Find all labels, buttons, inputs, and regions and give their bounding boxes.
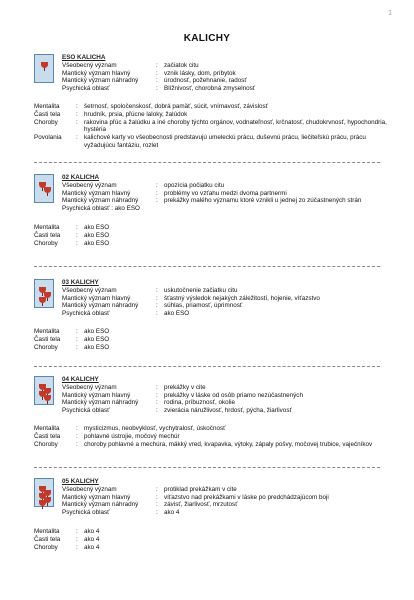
separator-colon: : (76, 335, 78, 343)
meaning-value: súhlas, priamosť, úprimnosť (164, 302, 243, 310)
card-heading: 04 KALICHY (62, 376, 99, 383)
meaning-value: vznik lásky, dom, príbytok (164, 69, 236, 77)
attribute-row (34, 425, 394, 433)
attribute-row (34, 103, 394, 111)
card-heading: 02 KALICHA (62, 174, 100, 181)
attribute-value: ako 4 (84, 543, 100, 551)
meaning-row (62, 494, 392, 502)
separator-colon: : (156, 189, 158, 197)
attribute-label: Povolania (34, 134, 62, 142)
attribute-row (34, 433, 394, 441)
meaning-row (62, 302, 392, 310)
page-number: 1 (388, 10, 392, 17)
meaning-label: Psychická oblasť (62, 407, 110, 415)
tarot-card-thumbnail (34, 174, 54, 203)
meaning-label: Psychická oblasť (62, 310, 110, 318)
meaning-value: ako ESO (164, 310, 190, 318)
meaning-value: šťastný výsledok nejakých záležitostí, hojenie, víťazstvo (164, 294, 320, 302)
document-title: KALICHY (183, 33, 231, 44)
meaning-row (62, 295, 392, 303)
attribute-value: ako 4 (84, 535, 100, 543)
meaning-value: opozícia počiatku citu (164, 181, 225, 189)
meaning-value: zvierácia náružlivosť, hrdosť, pýcha, žiarlivosť (164, 407, 292, 415)
separator-colon: : (156, 493, 158, 501)
attribute-label: Choroby (34, 239, 58, 247)
meaning-row (62, 85, 392, 93)
meaning-label: Mantický význam hlavný (62, 391, 131, 399)
meaning-value: prekážky malého významu ktoré vznikli u jednej zo zúčastnených strán (164, 197, 362, 205)
attribute-row (34, 134, 394, 150)
meaning-label: Mantický význam náhradný (62, 399, 139, 407)
card-meanings (62, 174, 392, 213)
meaning-label: Všeobecný význam (62, 61, 117, 69)
meaning-label: Psychická oblasť (62, 509, 110, 517)
attribute-row (34, 344, 394, 352)
separator-colon: : (76, 103, 78, 110)
attribute-row (34, 528, 394, 536)
separator-colon: : (156, 294, 158, 302)
separator-colon: : (76, 543, 78, 551)
attribute-label: Časti tela (34, 110, 61, 118)
attribute-value: ako ESO (84, 335, 110, 343)
meaning-label: Psychická oblasť (62, 85, 110, 93)
tarot-card-thumbnail (34, 279, 54, 308)
card-heading: 05 KALICHY (62, 478, 99, 485)
card-attributes (34, 528, 394, 551)
separator-colon: : (76, 528, 78, 535)
meaning-row (62, 392, 392, 400)
separator-colon: : (76, 343, 78, 351)
attribute-label: Mentalita (34, 328, 60, 335)
attribute-value: ako ESO (84, 231, 110, 239)
attribute-value: pohlavné ústrojie, močový mechúr (84, 432, 180, 440)
attribute-label: Časti tela (34, 231, 61, 239)
meaning-row (62, 287, 392, 295)
meaning-value (148, 205, 392, 213)
attribute-value: ako ESO (84, 343, 110, 351)
meaning-value: ako 4 (164, 509, 180, 517)
cup-icon (44, 395, 51, 401)
separator-colon: : (76, 432, 78, 440)
section-divider (34, 162, 380, 163)
meaning-label: Všeobecný význam (62, 286, 117, 294)
attribute-value: ako ESO (84, 224, 110, 231)
attribute-row (34, 536, 394, 544)
meaning-row (62, 407, 392, 415)
section-divider (34, 467, 380, 468)
separator-colon: : (76, 231, 78, 239)
meaning-value: úrodnosť, požehnanie, radosť (164, 77, 247, 85)
card-heading: 03 KALICHY (62, 279, 99, 286)
separator-colon: : (76, 328, 78, 335)
attribute-row (34, 544, 394, 552)
meaning-value: protiklad prekážkam v cite (164, 485, 237, 493)
separator-colon: : (76, 425, 78, 432)
meaning-label: Mantický význam náhradný (62, 77, 139, 85)
meaning-label: Mantický význam hlavný (62, 189, 131, 197)
separator-colon: : (76, 535, 78, 543)
meaning-row (62, 501, 392, 509)
separator-colon: : (156, 181, 158, 189)
card-heading: ESO KALICHA (62, 54, 106, 61)
meaning-row (62, 70, 392, 78)
meaning-row (62, 399, 392, 407)
card-attributes (34, 224, 394, 247)
separator-colon: : (156, 391, 158, 399)
attribute-label: Choroby (34, 343, 58, 351)
meaning-row (62, 62, 392, 70)
attribute-row (34, 224, 394, 232)
card-attributes (34, 103, 394, 150)
card-meanings (62, 478, 392, 517)
attribute-label: Choroby (34, 543, 58, 551)
separator-colon: : (76, 440, 78, 448)
attribute-label: Časti tela (34, 432, 61, 440)
attribute-value: choroby pohlavné a mechúra, mäkký vred, kvapavka, výtoky, zápaly pošvy, močovej trubice, vaječníkov (84, 440, 373, 448)
attribute-label: Časti tela (34, 535, 61, 543)
meaning-label: Psychická oblasť : ako ESO (62, 205, 140, 213)
separator-colon: : (156, 197, 158, 205)
separator-colon: : (76, 118, 78, 126)
cup-icon (44, 187, 51, 193)
separator-colon: : (156, 407, 158, 415)
attribute-value: šetrnosť, spoločenskosť, dobrá pamäť, súcit, vnímavosť, závislosť (84, 103, 268, 110)
card-attributes (34, 425, 394, 448)
tarot-card-thumbnail (34, 376, 54, 405)
separator-colon (140, 205, 148, 213)
meaning-label: Všeobecný význam (62, 181, 117, 189)
attribute-label: Choroby (34, 440, 58, 448)
attribute-row (34, 328, 394, 336)
meaning-value: rodina, príbuznosť, okolie (164, 399, 235, 407)
meaning-value: víťazstvo nad prekážkami v láske po predchádzajúcom boji (164, 493, 329, 501)
separator-colon: : (156, 286, 158, 294)
attribute-value: kalichové karty vo všeobecnosti predstavujú umeleckú prácu, duševnú prácu, liečiteľskú prácu, prácu vyžadujúcu fantáziu, rozlet (84, 134, 366, 149)
attribute-value: ako ESO (84, 239, 110, 247)
meaning-value: uskutočnenie začiatku citu (164, 286, 238, 294)
attribute-row (34, 441, 394, 449)
meaning-value: prekážky v cite (164, 383, 206, 391)
card-attributes (34, 328, 394, 351)
meaning-label: Všeobecný význam (62, 485, 117, 493)
separator-colon: : (156, 77, 158, 85)
attribute-row (34, 240, 394, 248)
separator-colon: : (156, 399, 158, 407)
attribute-label: Mentalita (34, 224, 60, 231)
attribute-value: rakovina pľúc a žalúdku a iné choroby týchto orgánov, vodnateľnosť, krčnatosť, chudokrvnosť, hypochondria, hystéria (84, 118, 387, 134)
meaning-value: prekážky v láske od osôb priamo nezúčastnených (164, 391, 303, 399)
cup-icon (41, 62, 48, 68)
attribute-label: Choroby (34, 118, 58, 126)
meaning-label: Mantický význam hlavný (62, 294, 131, 302)
meaning-value: závisť, žiarlivosť, mrzutosť (164, 501, 238, 509)
meaning-label: Všeobecný význam (62, 383, 117, 391)
meaning-row (62, 384, 392, 392)
tarot-card-thumbnail (34, 54, 54, 83)
meaning-value: Blížnivosť, chorobná zmyselnosť (164, 85, 256, 93)
attribute-row (34, 119, 394, 135)
attribute-row (34, 232, 394, 240)
card-meanings (62, 376, 392, 415)
meaning-row (62, 205, 392, 213)
separator-colon: : (156, 501, 158, 509)
separator-colon: : (156, 485, 158, 493)
attribute-label: Mentalita (34, 528, 60, 535)
attribute-value: hrudník, prsia, pľúcne laloky, žalúdok (84, 110, 188, 118)
section-divider (34, 266, 380, 267)
meaning-row (62, 486, 392, 494)
separator-colon: : (156, 85, 158, 93)
meaning-value: problémy vo vzťahu medzi dvoma partnermi (164, 189, 287, 197)
attribute-row (34, 336, 394, 344)
meaning-row (62, 77, 392, 85)
separator-colon: : (76, 110, 78, 118)
attribute-value: ako ESO (84, 328, 110, 335)
attribute-value: mysticizmus, neobvyklosť, vychytralosť, úskočnosť (84, 425, 226, 432)
attribute-row (34, 111, 394, 119)
separator-colon: : (156, 383, 158, 391)
meaning-row (62, 182, 392, 190)
attribute-label: Časti tela (34, 335, 61, 343)
attribute-label: Mentalita (34, 425, 60, 432)
tarot-card-thumbnail (34, 478, 54, 507)
card-meanings (62, 54, 392, 93)
meaning-label: Mantický význam náhradný (62, 302, 139, 310)
separator-colon: : (76, 239, 78, 247)
separator-colon: : (156, 509, 158, 517)
meaning-row (62, 190, 392, 198)
section-divider (34, 366, 380, 367)
cup-icon (39, 297, 46, 303)
meaning-row (62, 197, 392, 205)
meaning-row (62, 310, 392, 318)
card-meanings (62, 279, 392, 318)
separator-colon: : (76, 224, 78, 231)
meaning-label: Mantický význam hlavný (62, 493, 131, 501)
separator-colon: : (156, 61, 158, 69)
separator-colon: : (156, 302, 158, 310)
meaning-label: Mantický význam hlavný (62, 69, 131, 77)
meaning-row (62, 509, 392, 517)
meaning-label: Mantický význam náhradný (62, 197, 139, 205)
attribute-label: Mentalita (34, 103, 60, 110)
attribute-value: ako 4 (84, 528, 100, 535)
separator-colon: : (76, 134, 78, 142)
cup-icon (39, 500, 46, 506)
meaning-value: začiatok citu (164, 61, 199, 69)
separator-colon: : (156, 310, 158, 318)
meaning-label: Mantický význam náhradný (62, 501, 139, 509)
separator-colon: : (156, 69, 158, 77)
